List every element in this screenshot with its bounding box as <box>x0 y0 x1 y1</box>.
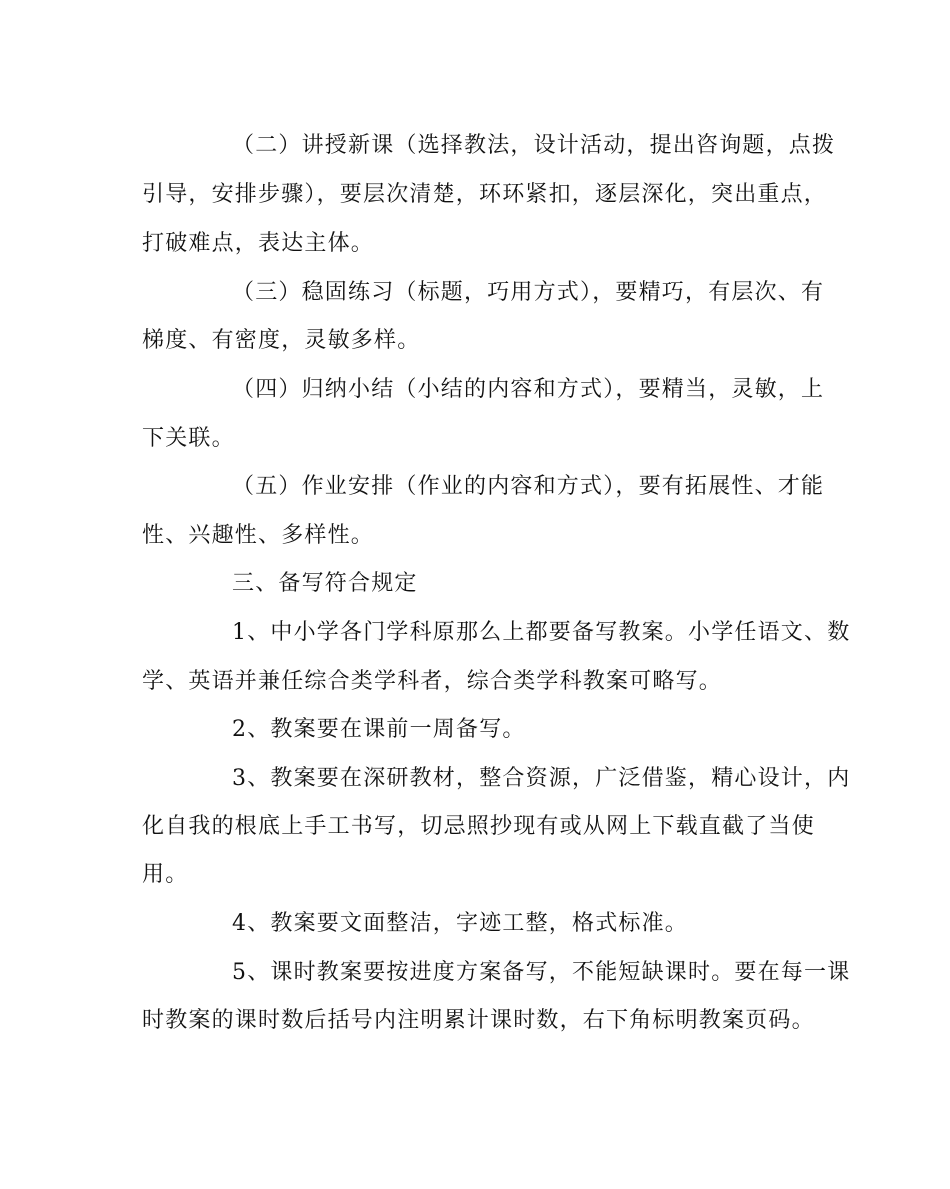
text-line: 化自我的根底上手工书写，切忌照抄现有或从网上下载直截了当使 <box>142 814 815 839</box>
text-line: （二）讲授新课（选择教法，设计活动，提出咨询题，点拨 <box>232 133 836 158</box>
section-heading: 三、备写符合规定 <box>232 571 418 596</box>
text-line: （五）作业安排（作业的内容和方式），要有拓展性、才能 <box>232 474 825 499</box>
text-line: 梯度、有密度，灵敏多样。 <box>142 328 421 353</box>
text-line: 4、教案要文面整洁，字迹工整，格式标准。 <box>232 911 688 936</box>
text-line: 用。 <box>142 862 189 887</box>
text-line: 3、教案要在深研教材，整合资源，广泛借鉴，精心设计，内 <box>232 766 851 791</box>
text-line: 2、教案要在课前一周备写。 <box>232 717 526 742</box>
text-line: 时教案的课时数后括号内注明累计课时数，右下角标明教案页码。 <box>142 1008 815 1033</box>
text-line: 性、兴趣性、多样性。 <box>142 523 375 548</box>
text-line: 5、课时教案要按进度方案备写，不能短缺课时。要在每一课 <box>232 960 851 985</box>
text-line: 引导，安排步骤），要层次清楚，环环紧扣，逐层深化，突出重点， <box>142 182 828 207</box>
text-line: 1、中小学各门学科原那么上都要备写教案。小学任语文、数 <box>232 620 851 645</box>
text-line: 学、英语并兼任综合类学科者，综合类学科教案可略写。 <box>142 669 723 694</box>
text-line: （四）归纳小结（小结的内容和方式），要精当，灵敏，上 <box>232 377 825 402</box>
text-line: 打破难点，表达主体。 <box>142 231 375 256</box>
text-line: 下关联。 <box>142 426 235 451</box>
text-line: （三）稳固练习（标题，巧用方式），要精巧，有层次、有 <box>232 280 825 305</box>
